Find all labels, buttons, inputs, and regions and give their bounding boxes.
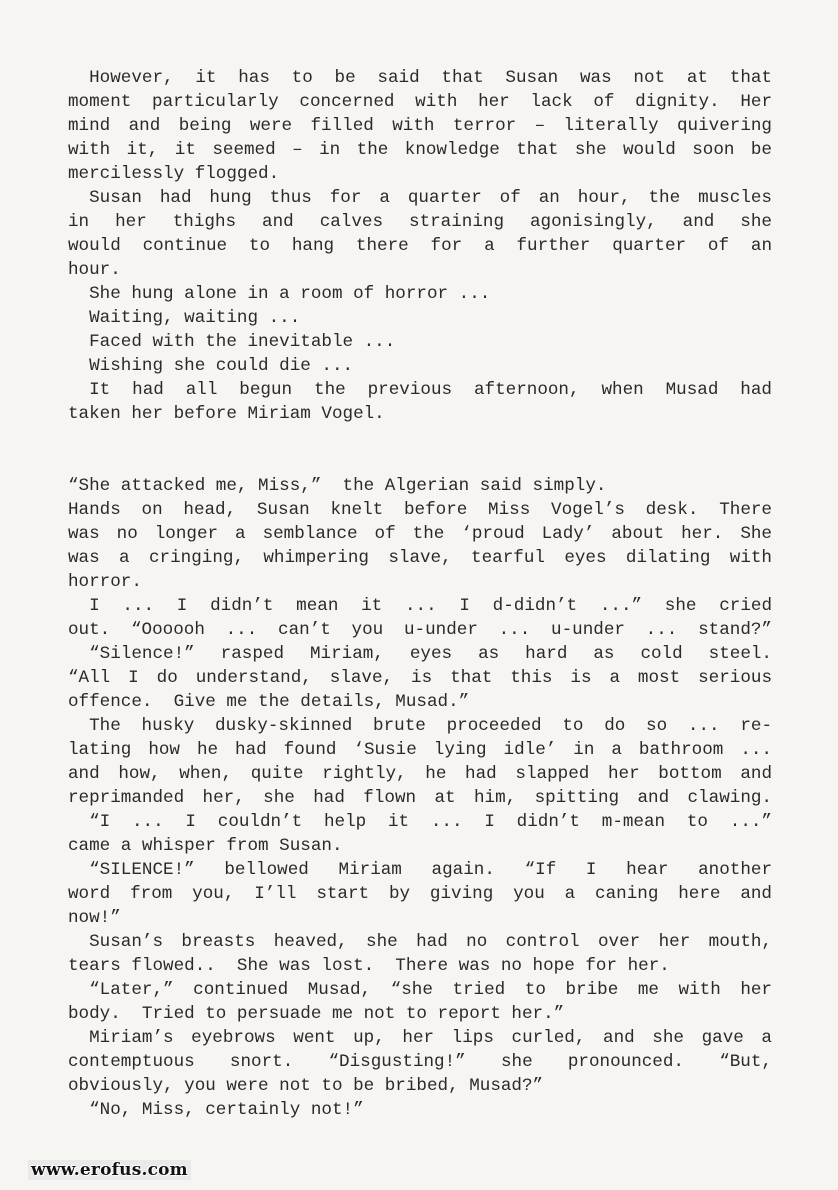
text-line: “SILENCE!” bellowed Miriam again. “If I hear another xyxy=(89,860,772,880)
text-line: and how, when, quite rightly, he had slapped her bottom and xyxy=(68,764,772,784)
page-text xyxy=(68,66,772,1122)
text-line: horror. xyxy=(68,572,142,592)
text-line: came a whisper from Susan. xyxy=(68,836,343,856)
text-line: lating how he had found ‘Susie lying idle’ in a bathroom ... xyxy=(68,740,772,760)
site-watermark: www.erofus.com xyxy=(28,1160,191,1180)
text-line: Hands on head, Susan knelt before Miss Vogel’s desk. There xyxy=(68,500,772,520)
text-line: Waiting, waiting ... xyxy=(68,308,301,328)
text-line: “Later,” continued Musad, “she tried to bribe me with her xyxy=(89,980,772,1000)
text-line: contemptuous snort. “Disgusting!” she pronounced. “But, xyxy=(68,1052,772,1072)
text-line: word from you, I’ll start by giving you a caning here and xyxy=(68,884,772,904)
text-line: Wishing she could die ... xyxy=(68,356,354,376)
text-line: Susan had hung thus for a quarter of an hour, the muscles xyxy=(89,188,772,208)
text-line: She hung alone in a room of horror ... xyxy=(68,284,491,304)
text-line: in her thighs and calves straining agonisingly, and she xyxy=(68,212,772,232)
text-line: “No, Miss, certainly not!” xyxy=(68,1100,364,1120)
text-line: taken her before Miriam Vogel. xyxy=(68,404,385,424)
text-line: Faced with the inevitable ... xyxy=(68,332,396,352)
text-line: “She attacked me, Miss,” the Algerian said simply. xyxy=(68,476,607,496)
text-line: now!” xyxy=(68,908,121,928)
text-line: mind and being were filled with terror – literally quivering xyxy=(68,116,772,136)
text-line: I ... I didn’t mean it ... I d-didn’t ...” she cried xyxy=(89,596,772,616)
text-line: The husky dusky-skinned brute proceeded to do so ... re- xyxy=(89,716,772,736)
text-line: was no longer a semblance of the ‘proud Lady’ about her. She xyxy=(68,524,772,544)
text-line: was a cringing, whimpering slave, tearful eyes dilating with xyxy=(68,548,772,568)
text-line xyxy=(68,450,772,474)
text-line: obviously, you were not to be bribed, Musad?” xyxy=(68,1076,544,1096)
text-line: Miriam’s eyebrows went up, her lips curled, and she gave a xyxy=(89,1028,772,1048)
text-line xyxy=(68,426,772,450)
text-line: mercilessly flogged. xyxy=(68,164,280,184)
text-line: would continue to hang there for a further quarter of an xyxy=(68,236,772,256)
text-line: body. Tried to persuade me not to report her.” xyxy=(68,1004,565,1024)
text-line: offence. Give me the details, Musad.” xyxy=(68,692,470,712)
text-line: However, it has to be said that Susan was not at that xyxy=(89,68,772,88)
text-line: “Silence!” rasped Miriam, eyes as hard as cold steel. xyxy=(89,644,772,664)
text-line: tears flowed.. She was lost. There was no hope for her. xyxy=(68,956,670,976)
text-line: hour. xyxy=(68,260,121,280)
text-line: It had all begun the previous afternoon, when Musad had xyxy=(89,380,772,400)
text-line: moment particularly concerned with her lack of dignity. Her xyxy=(68,92,772,112)
text-line: “All I do understand, slave, is that this is a most serious xyxy=(68,668,772,688)
text-line: “I ... I couldn’t help it ... I didn’t m-mean to ...” xyxy=(89,812,772,832)
text-line: out. “Oooooh ... can’t you u-under ... u-under ... stand?” xyxy=(68,620,772,640)
text-line: reprimanded her, she had flown at him, spitting and clawing. xyxy=(68,788,772,808)
text-line: with it, it seemed – in the knowledge that she would soon be xyxy=(68,140,772,160)
text-line: Susan’s breasts heaved, she had no control over her mouth, xyxy=(89,932,772,952)
